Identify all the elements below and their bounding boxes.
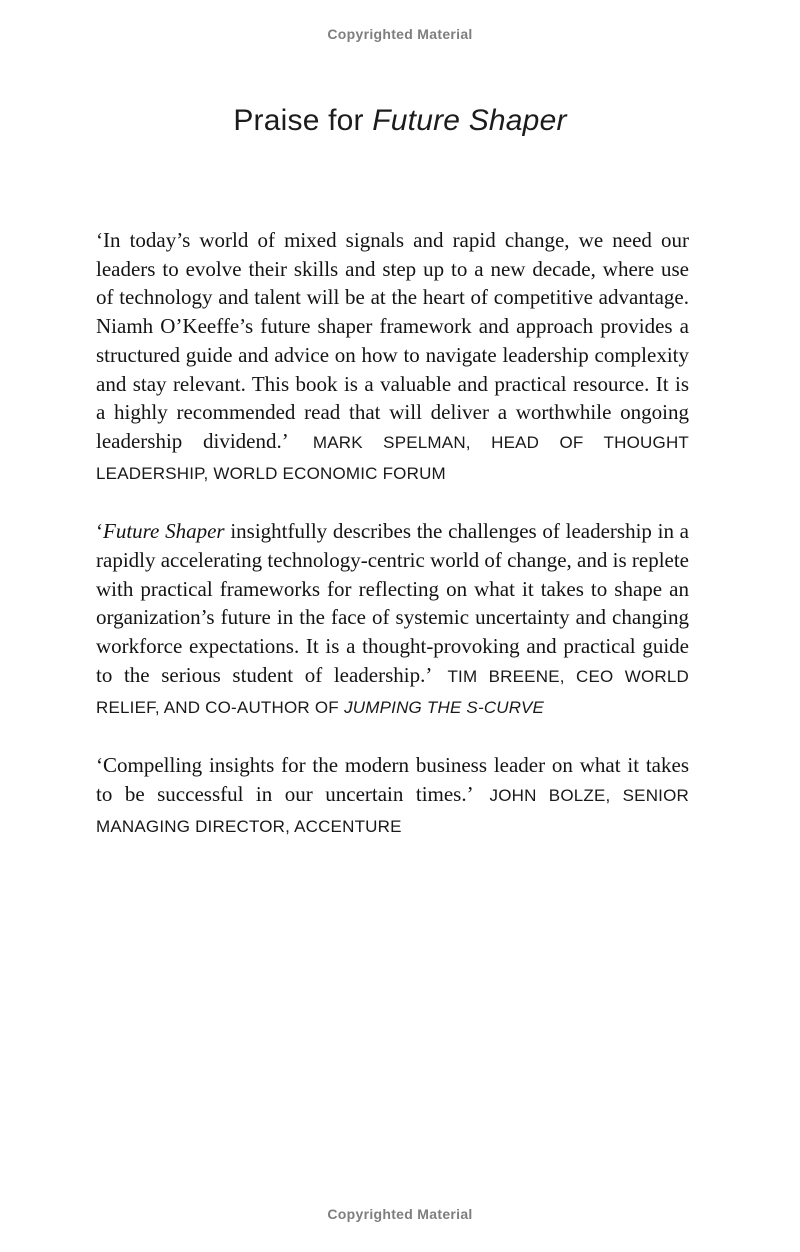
- copyright-notice-bottom: Copyrighted Material: [327, 1206, 473, 1222]
- quote-3-attribution: JOHN BOLZE, SENIOR MANAGING DIRECTOR, ACCENTURE: [96, 785, 689, 836]
- quote-2-text: insightfully describes the challenges of leadership in a rapidly accelerating technology-centric world of change, and is replete with practical frameworks for reflecting on what it takes to shape an organization’s future in the face of systemic uncertainty and changing workforce expectations. It is a thought-provoking and practical guide to the serious student of leadership.’: [96, 519, 690, 687]
- page-title: [0, 102, 800, 140]
- quote-2-attribution-book: JUMPING THE S-CURVE: [344, 697, 545, 717]
- quote-3-text: ‘Compelling insights for the modern business leader on what it takes to be successful in our uncertain times.’: [96, 753, 689, 806]
- quote-2-attribution: TIM BREENE, CEO WORLD RELIEF, AND CO-AUTHOR OF: [96, 666, 690, 717]
- quote-2-book-title: Future Shaper: [103, 519, 225, 544]
- book-title-italic: Future Shaper: [372, 104, 567, 137]
- page-title-prefix: Praise for: [233, 104, 373, 137]
- quote-1-attribution: MARK SPELMAN, HEAD OF THOUGHT LEADERSHIP, WORLD ECONOMIC FORUM: [96, 432, 690, 483]
- copyright-notice-top: Copyrighted Material: [327, 26, 473, 42]
- praise-quotes: [96, 226, 689, 870]
- praise-quote-3: [96, 751, 689, 841]
- praise-quote-2: [96, 517, 689, 722]
- quote-2-open: ‘: [96, 519, 103, 544]
- quote-1-text: ‘In today’s world of mixed signals and rapid change, we need our leaders to evolve their skills and step up to a new decade, where use of technology and talent will be at the heart of competitive advantage. Niamh O’Keeffe’s future shaper framework and approach provides a structured guide and advice on how to navigate leadership complexity and stay relevant. This book is a valuable and practical resource. It is a highly recommended read that will deliver a worthwhile ongoing leadership dividend.’: [96, 228, 689, 453]
- praise-quote-1: [96, 226, 689, 488]
